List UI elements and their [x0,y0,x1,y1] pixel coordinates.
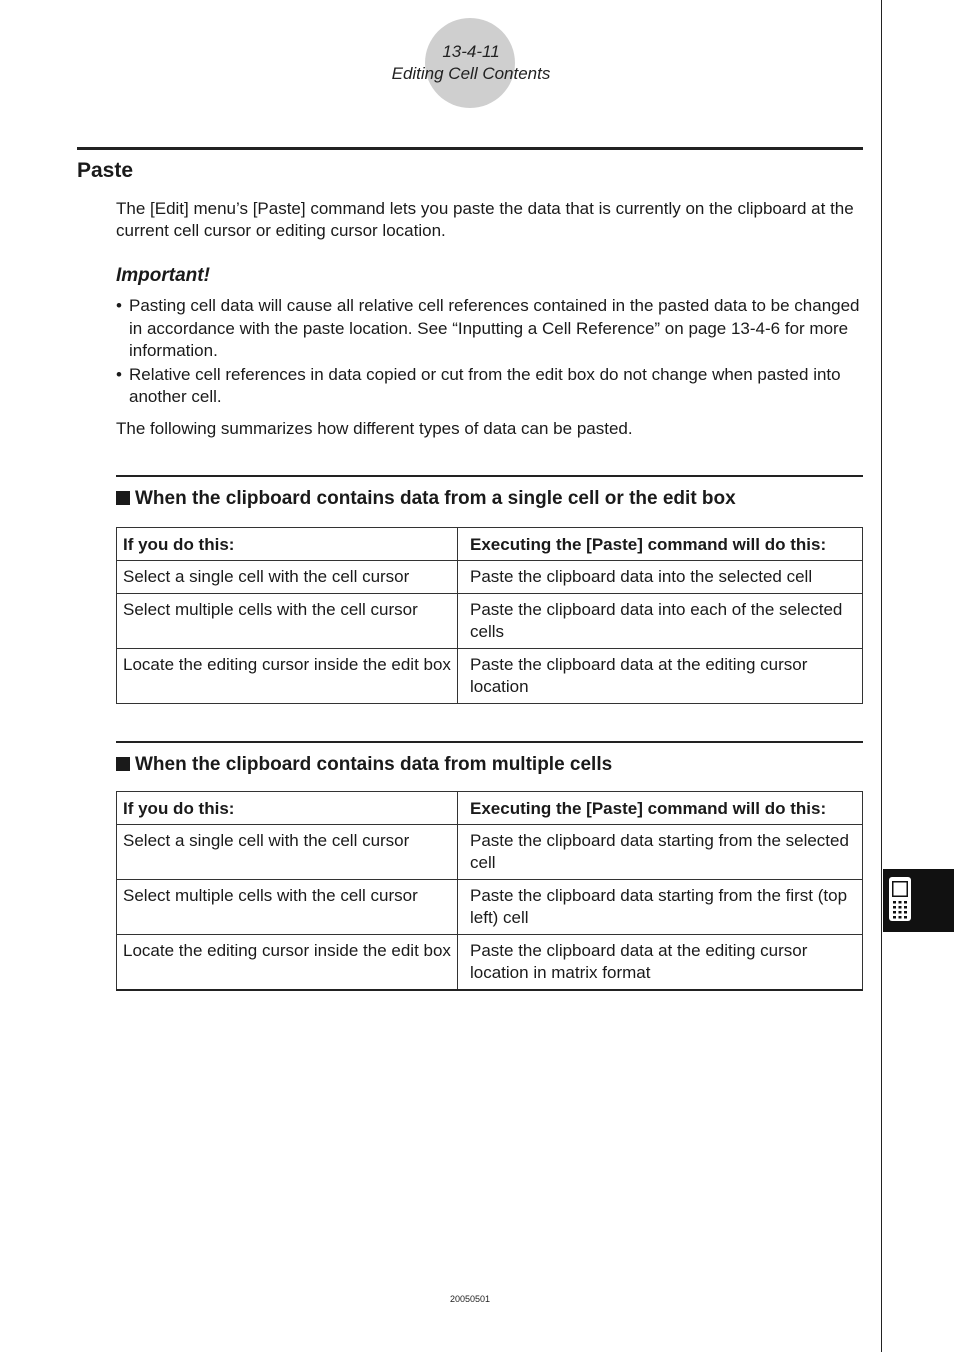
important-list [116,295,862,410]
table-cell: Paste the clipboard data starting from the first (top left) cell [458,880,863,935]
table-row [117,825,863,880]
table-cell: Select a single cell with the cell cursor [117,561,458,594]
column-header: Executing the [Paste] command will do this: [458,528,863,561]
table-cell: Paste the clipboard data into the selected cell [458,561,863,594]
subsection-title-text: When the clipboard contains data from a single cell or the edit box [135,488,736,509]
table-cell: Select a single cell with the cell cursor [117,825,458,880]
table-cell: Select multiple cells with the cell cursor [117,594,458,649]
table-row [117,649,863,704]
right-margin-rule [881,0,882,1352]
table-header-row [117,792,863,825]
header-circle [425,18,515,108]
column-header: Executing the [Paste] command will do this: [458,792,863,825]
table-cell: Locate the editing cursor inside the edit box [117,935,458,991]
table-cell: Paste the clipboard data into each of the selected cells [458,594,863,649]
calculator-icon [888,876,912,922]
table-cell: Paste the clipboard data starting from the selected cell [458,825,863,880]
section-title: Paste [77,159,134,182]
column-header: If you do this: [117,792,458,825]
table-cell: Select multiple cells with the cell cursor [117,880,458,935]
square-bullet-icon [116,491,130,505]
subsection-title [116,488,736,510]
table-header-row [117,528,863,561]
paste-table-multiple-cells [116,791,863,991]
table-row [117,880,863,935]
square-bullet-icon [116,757,130,771]
subsection-divider [116,741,863,743]
table-row [117,594,863,649]
list-item: • Relative cell references in data copied or cut from the edit box do not change when pasted into another cell. [116,364,862,409]
table-row [117,561,863,594]
page-number: 13-4-11 [442,42,500,61]
important-heading: Important! [116,265,210,286]
footer-code: 20050501 [449,1294,491,1304]
subsection-divider [116,475,863,477]
summary-paragraph: The following summarizes how different types of data can be pasted. [116,419,633,438]
subsection-title-text: When the clipboard contains data from multiple cells [135,754,613,775]
chapter-section-title: Editing Cell Contents [391,64,551,83]
list-item: • Pasting cell data will cause all relative cell references contained in the pasted data to be changed in accordance with the paste location. See “Inputting a Cell Reference” on page 13-4-6 for more information. [116,295,862,363]
column-header: If you do this: [117,528,458,561]
paste-table-single-cell [116,527,863,704]
section-divider [77,147,863,150]
table-cell: Locate the editing cursor inside the edit box [117,649,458,704]
table-row [117,935,863,991]
intro-paragraph: The [Edit] menu’s [Paste] command lets you paste the data that is currently on the clipboard at the current cell cursor or editing cursor location. [116,199,854,240]
subsection-title [116,754,612,776]
table-cell: Paste the clipboard data at the editing cursor location in matrix format [458,935,863,991]
table-cell: Paste the clipboard data at the editing cursor location [458,649,863,704]
